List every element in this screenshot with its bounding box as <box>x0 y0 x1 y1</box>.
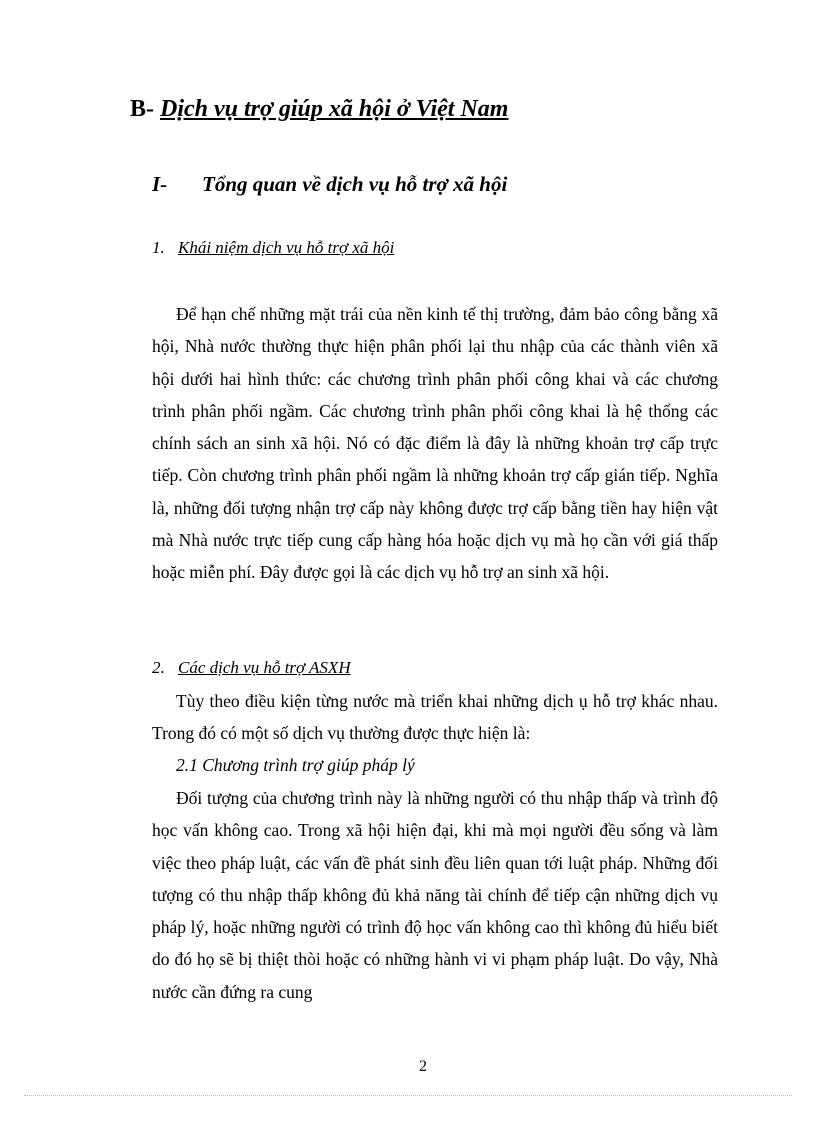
section-number: I- <box>152 172 168 196</box>
subsubsection-heading: 2.1 Chương trình trợ giúp pháp lý <box>176 755 415 775</box>
page-bottom-rule <box>24 1095 792 1096</box>
section-title: Tổng quan về dịch vụ hỗ trợ xã hội <box>202 172 508 196</box>
main-heading-prefix: B- <box>130 96 160 122</box>
subsection-2-number: 2. <box>152 658 165 677</box>
subsection-1-number: 1. <box>152 238 165 257</box>
subsection-1-title: Khái niệm dịch vụ hỗ trợ xã hội <box>178 238 395 257</box>
section-heading <box>152 172 507 197</box>
paragraph-1: Để hạn chế những mặt trái của nền kinh tế thị trường, đảm bảo công bằng xã hội, Nhà nước thường thực hiện phân phối lại thu nhập của các thành viên xã hội dưới hai hình thức: các chương trình phân phối công khai và các chương trình phân phối ngầm. Các chương trình phân phối công khai là hệ thống các chính sách an sinh xã hội. Nó có đặc điểm là đây là những khoản trợ cấp trực tiếp. Còn chương trình phân phối ngầm là những khoản trợ cấp gián tiếp. Nghĩa là, những đối tượng nhận trợ cấp này không được trợ cấp bằng tiền hay hiện vật mà Nhà nước trực tiếp cung cấp hàng hóa hoặc dịch vụ mà họ cần với giá thấp hoặc miễn phí. Đây được gọi là các dịch vụ hỗ trợ an sinh xã hội. <box>152 304 718 583</box>
subsection-heading-1 <box>152 238 394 258</box>
subsection-heading-2 <box>152 658 351 678</box>
paragraph-3: Đối tượng của chương trình này là những người có thu nhập thấp và trình độ học vấn không cao. Trong xã hội hiện đại, khi mà mọi người đều sống và làm việc theo pháp luật, các vấn đề phát sinh đều liên quan tới luật pháp. Những đối tượng có thu nhập thấp không đủ khả năng tài chính để tiếp cận những dịch vụ pháp lý, hoặc những người có trình độ học vấn không cao thì không đủ hiểu biết do đó họ sẽ bị thiệt thòi hoặc có những hành vi vi phạm pháp luật. Do vậy, Nhà nước cần đứng ra cung <box>152 788 718 1002</box>
main-heading-title: Dịch vụ trợ giúp xã hội ở Việt Nam <box>160 96 509 122</box>
main-heading <box>130 96 508 123</box>
page-number: 2 <box>419 1058 427 1075</box>
subsection-2-title: Các dịch vụ hỗ trợ ASXH <box>178 658 351 677</box>
paragraph-2: Tùy theo điều kiện từng nước mà triển khai những dịch ụ hỗ trợ khác nhau. Trong đó có một số dịch vụ thường được thực hiện là: <box>152 691 718 744</box>
